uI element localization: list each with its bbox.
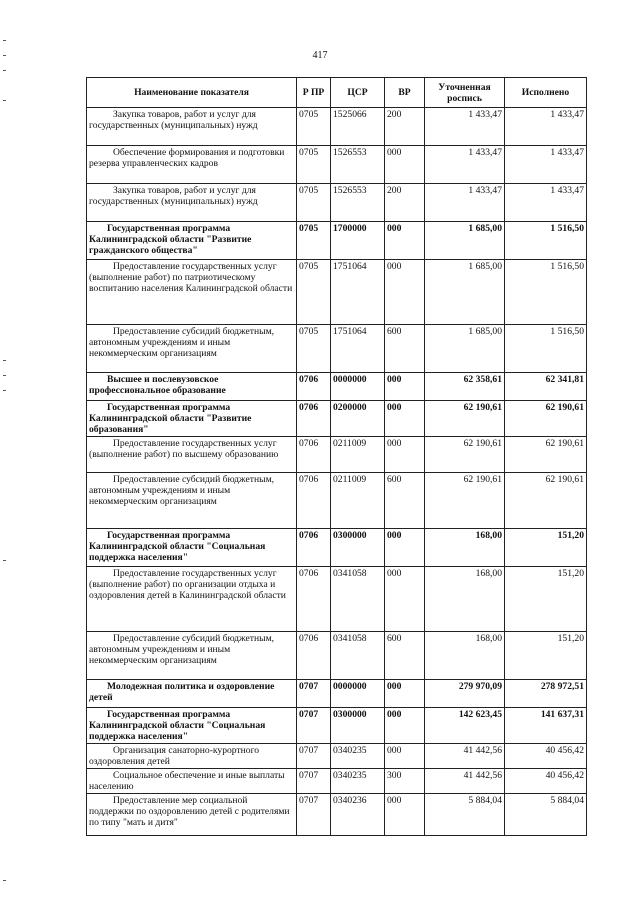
- header-vr: ВР: [385, 78, 425, 108]
- table-row: [87, 794, 587, 836]
- cell-vr: 000: [385, 567, 425, 632]
- cell-vr: 000: [385, 401, 425, 437]
- cell-vr: 200: [385, 184, 425, 222]
- page-number: 417: [312, 50, 328, 61]
- header-rpr: Р ПР: [297, 78, 331, 108]
- cell-plan: 1 433,47: [425, 146, 505, 184]
- cell-name: Государственная программа Калининградской области "Развитие гражданского общества": [87, 222, 297, 260]
- cell-csr: 0200000: [331, 401, 385, 437]
- cell-plan: 142 623,45: [425, 708, 505, 744]
- cell-rpr: 0707: [297, 794, 331, 836]
- cell-csr: 1526553: [331, 146, 385, 184]
- cell-exec: 1 433,47: [505, 184, 587, 222]
- cell-exec: 62 190,61: [505, 437, 587, 473]
- cell-csr: 0340235: [331, 769, 385, 794]
- cell-plan: 1 433,47: [425, 184, 505, 222]
- header-exec: Исполнено: [505, 78, 587, 108]
- table-row: [87, 373, 587, 401]
- cell-rpr: 0705: [297, 222, 331, 260]
- table-row: [87, 473, 587, 529]
- cell-name: Закупка товаров, работ и услуг для государственных (муниципальных) нужд: [87, 108, 297, 146]
- margin-marks: [0, 0, 10, 905]
- table-row: [87, 769, 587, 794]
- table-row: [87, 146, 587, 184]
- table-row: [87, 567, 587, 632]
- cell-plan: 41 442,56: [425, 769, 505, 794]
- cell-name: Государственная программа Калининградской области "Социальная поддержка населения": [87, 529, 297, 567]
- cell-exec: 1 433,47: [505, 146, 587, 184]
- cell-vr: 000: [385, 529, 425, 567]
- cell-rpr: 0705: [297, 184, 331, 222]
- cell-plan: 1 685,00: [425, 222, 505, 260]
- cell-vr: 000: [385, 373, 425, 401]
- table-row: [87, 401, 587, 437]
- cell-rpr: 0707: [297, 708, 331, 744]
- cell-exec: 62 341,81: [505, 373, 587, 401]
- table-header-row: [87, 78, 587, 108]
- cell-exec: 40 456,42: [505, 769, 587, 794]
- cell-vr: 000: [385, 437, 425, 473]
- cell-name: Предоставление государственных услуг (выполнение работ) по организации отдыха и оздоровления детей в Калининградской области: [87, 567, 297, 632]
- budget-table: [86, 77, 587, 836]
- table-row: [87, 260, 587, 325]
- cell-csr: 0341058: [331, 567, 385, 632]
- table-row: [87, 325, 587, 373]
- cell-csr: 0300000: [331, 529, 385, 567]
- cell-plan: 62 190,61: [425, 437, 505, 473]
- table-row: [87, 108, 587, 146]
- cell-rpr: 0706: [297, 473, 331, 529]
- cell-plan: 62 358,61: [425, 373, 505, 401]
- cell-exec: 62 190,61: [505, 473, 587, 529]
- cell-vr: 000: [385, 680, 425, 708]
- cell-exec: 5 884,04: [505, 794, 587, 836]
- table-row: [87, 632, 587, 680]
- cell-name: Закупка товаров, работ и услуг для государственных (муниципальных) нужд: [87, 184, 297, 222]
- cell-csr: 0211009: [331, 473, 385, 529]
- cell-rpr: 0707: [297, 680, 331, 708]
- table-body: [87, 108, 587, 836]
- cell-plan: 1 685,00: [425, 260, 505, 325]
- cell-vr: 600: [385, 632, 425, 680]
- cell-csr: 1526553: [331, 184, 385, 222]
- cell-exec: 40 456,42: [505, 744, 587, 769]
- cell-rpr: 0705: [297, 325, 331, 373]
- cell-csr: 0340236: [331, 794, 385, 836]
- cell-exec: 151,20: [505, 567, 587, 632]
- cell-rpr: 0705: [297, 108, 331, 146]
- cell-vr: 000: [385, 708, 425, 744]
- cell-plan: 168,00: [425, 632, 505, 680]
- cell-plan: 5 884,04: [425, 794, 505, 836]
- header-plan: Уточненная роспись: [425, 78, 505, 108]
- cell-csr: 0300000: [331, 708, 385, 744]
- table-row: [87, 222, 587, 260]
- cell-rpr: 0707: [297, 769, 331, 794]
- cell-csr: 1525066: [331, 108, 385, 146]
- header-name: Наименование показателя: [87, 78, 297, 108]
- cell-rpr: 0706: [297, 373, 331, 401]
- cell-vr: 000: [385, 794, 425, 836]
- cell-exec: 278 972,51: [505, 680, 587, 708]
- cell-plan: 41 442,56: [425, 744, 505, 769]
- cell-vr: 600: [385, 473, 425, 529]
- cell-exec: 151,20: [505, 529, 587, 567]
- cell-csr: 0000000: [331, 680, 385, 708]
- cell-name: Государственная программа Калининградской области "Социальная поддержка населения": [87, 708, 297, 744]
- header-csr: ЦСР: [331, 78, 385, 108]
- table-row: [87, 184, 587, 222]
- cell-name: Государственная программа Калининградской области "Развитие образования": [87, 401, 297, 437]
- cell-rpr: 0706: [297, 437, 331, 473]
- cell-vr: 600: [385, 325, 425, 373]
- cell-vr: 200: [385, 108, 425, 146]
- cell-csr: 1700000: [331, 222, 385, 260]
- cell-name: Предоставление субсидий бюджетным, автономным учреждениям и иным некоммерческим организациям: [87, 632, 297, 680]
- cell-exec: 1 516,50: [505, 222, 587, 260]
- cell-vr: 000: [385, 744, 425, 769]
- cell-rpr: 0706: [297, 567, 331, 632]
- cell-vr: 000: [385, 146, 425, 184]
- cell-name: Предоставление мер социальной поддержки по оздоровлению детей с родителями по типу "мать и дитя": [87, 794, 297, 836]
- cell-vr: 000: [385, 260, 425, 325]
- cell-plan: 168,00: [425, 529, 505, 567]
- cell-csr: 0211009: [331, 437, 385, 473]
- cell-plan: 62 190,61: [425, 473, 505, 529]
- cell-vr: 000: [385, 222, 425, 260]
- cell-name: Обеспечение формирования и подготовки резерва управленческих кадров: [87, 146, 297, 184]
- cell-plan: 1 433,47: [425, 108, 505, 146]
- cell-name: Предоставление субсидий бюджетным, автономным учреждениям и иным некоммерческим организациям: [87, 325, 297, 373]
- cell-name: Предоставление государственных услуг (выполнение работ) по патриотическому воспитанию населения Калининградской области: [87, 260, 297, 325]
- cell-rpr: 0705: [297, 260, 331, 325]
- cell-exec: 141 637,31: [505, 708, 587, 744]
- cell-name: Молодежная политика и оздоровление детей: [87, 680, 297, 708]
- cell-rpr: 0706: [297, 529, 331, 567]
- cell-rpr: 0706: [297, 401, 331, 437]
- table-row: [87, 708, 587, 744]
- cell-exec: 1 516,50: [505, 260, 587, 325]
- cell-name: Предоставление государственных услуг (выполнение работ) по высшему образованию: [87, 437, 297, 473]
- cell-plan: 279 970,09: [425, 680, 505, 708]
- cell-csr: 0340235: [331, 744, 385, 769]
- cell-exec: 1 433,47: [505, 108, 587, 146]
- cell-plan: 1 685,00: [425, 325, 505, 373]
- cell-rpr: 0705: [297, 146, 331, 184]
- table-row: [87, 437, 587, 473]
- cell-csr: 1751064: [331, 260, 385, 325]
- table-row: [87, 529, 587, 567]
- cell-plan: 168,00: [425, 567, 505, 632]
- table-row: [87, 680, 587, 708]
- cell-exec: 151,20: [505, 632, 587, 680]
- cell-csr: 0341058: [331, 632, 385, 680]
- cell-name: Высшее и послевузовское профессиональное образование: [87, 373, 297, 401]
- cell-rpr: 0707: [297, 744, 331, 769]
- cell-exec: 62 190,61: [505, 401, 587, 437]
- cell-name: Организация санаторно-курортного оздоровления детей: [87, 744, 297, 769]
- cell-csr: 1751064: [331, 325, 385, 373]
- cell-csr: 0000000: [331, 373, 385, 401]
- cell-exec: 1 516,50: [505, 325, 587, 373]
- cell-name: Предоставление субсидий бюджетным, автономным учреждениям и иным некоммерческим организациям: [87, 473, 297, 529]
- cell-name: Социальное обеспечение и иные выплаты населению: [87, 769, 297, 794]
- table-row: [87, 744, 587, 769]
- cell-vr: 300: [385, 769, 425, 794]
- cell-rpr: 0706: [297, 632, 331, 680]
- cell-plan: 62 190,61: [425, 401, 505, 437]
